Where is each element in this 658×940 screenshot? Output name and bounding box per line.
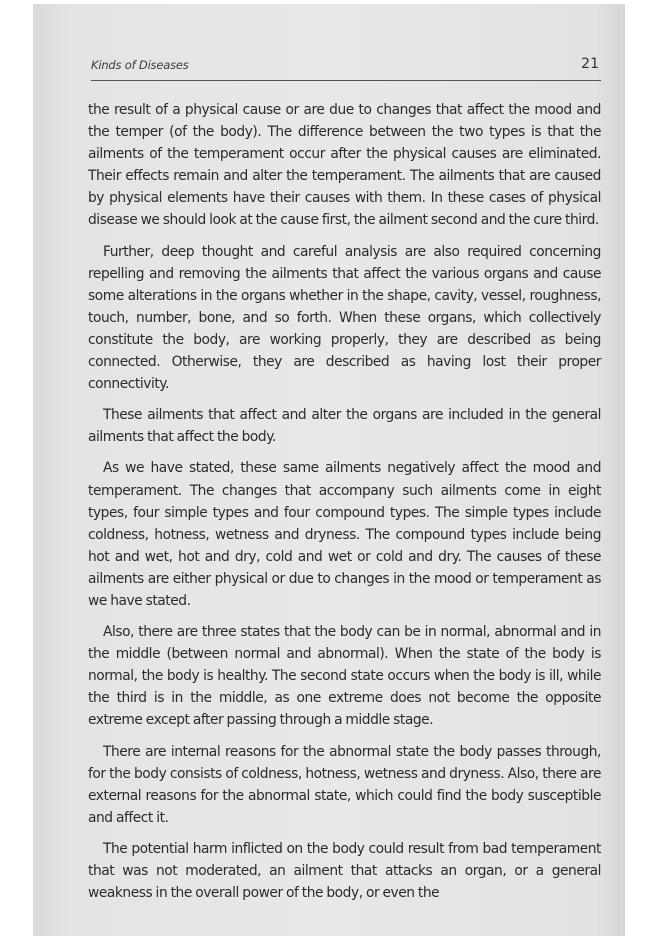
page-number: 21 [581,56,599,72]
paragraph: These ailments that affect and alter the organs are included in the general ailments that affect the body. [88,407,601,446]
paragraph: Also, there are three states that the body can be in normal, abnormal and in the middle (between normal and abnormal). When the state of the body is normal, the body is healthy. The second state occurs when the body is ill, while the third is in the middle, as one extreme does not become the opposite extreme except after passing through a middle stage. [88,624,601,729]
page-header [91,54,601,81]
paragraph: There are internal reasons for the abnormal state the body passes through, for the body consists of coldness, hotness, wetness and dryness. Also, there are external reasons for the abnormal state, which could find the body susceptible and affect it. [88,743,601,826]
paragraph: As we have stated, these same ailments negatively affect the mood and temperament. The changes that accompany such ailments come in eight types, four simple types and four compound types. The simple types include coldness, hotness, wetness and dryness. The compound types include being hot and wet, hot and dry, cold and wet or cold and dry. The causes of these ailments are either physical or due to changes in the mood or temperament as we have stated. [88,460,601,609]
running-head: Kinds of Diseases [91,58,189,72]
book-page [33,4,625,936]
paragraph: The potential harm inflicted on the body could result from bad temperament that was not moderated, an ailment that attacks an organ, or a general weakness in the overall power of the body, or even the [88,840,601,902]
paragraph: the result of a physical cause or are due to changes that affect the mood and the temper (of the body). The difference between the two types is that the ailments of the temperament occur after the physical causes are eliminated. Their effects remain and alter the temperament. The ailments that are caused by physical elements have their causes with them. In these cases of physical disease we should look at the cause first, the ailment second and the cure third. [88,102,601,229]
body-text [88,99,601,913]
paragraph: Further, deep thought and careful analysis are also required concerning repelling and removing the ailments that affect the various organs and cause some alterations in the organs whether in the shape, cavity, vessel, roughness, touch, number, bone, and so forth. When these organs, which collectively constitute the body, are working properly, they are described as being connected. Otherwise, they are described as having lost their proper connectivity. [88,243,601,393]
